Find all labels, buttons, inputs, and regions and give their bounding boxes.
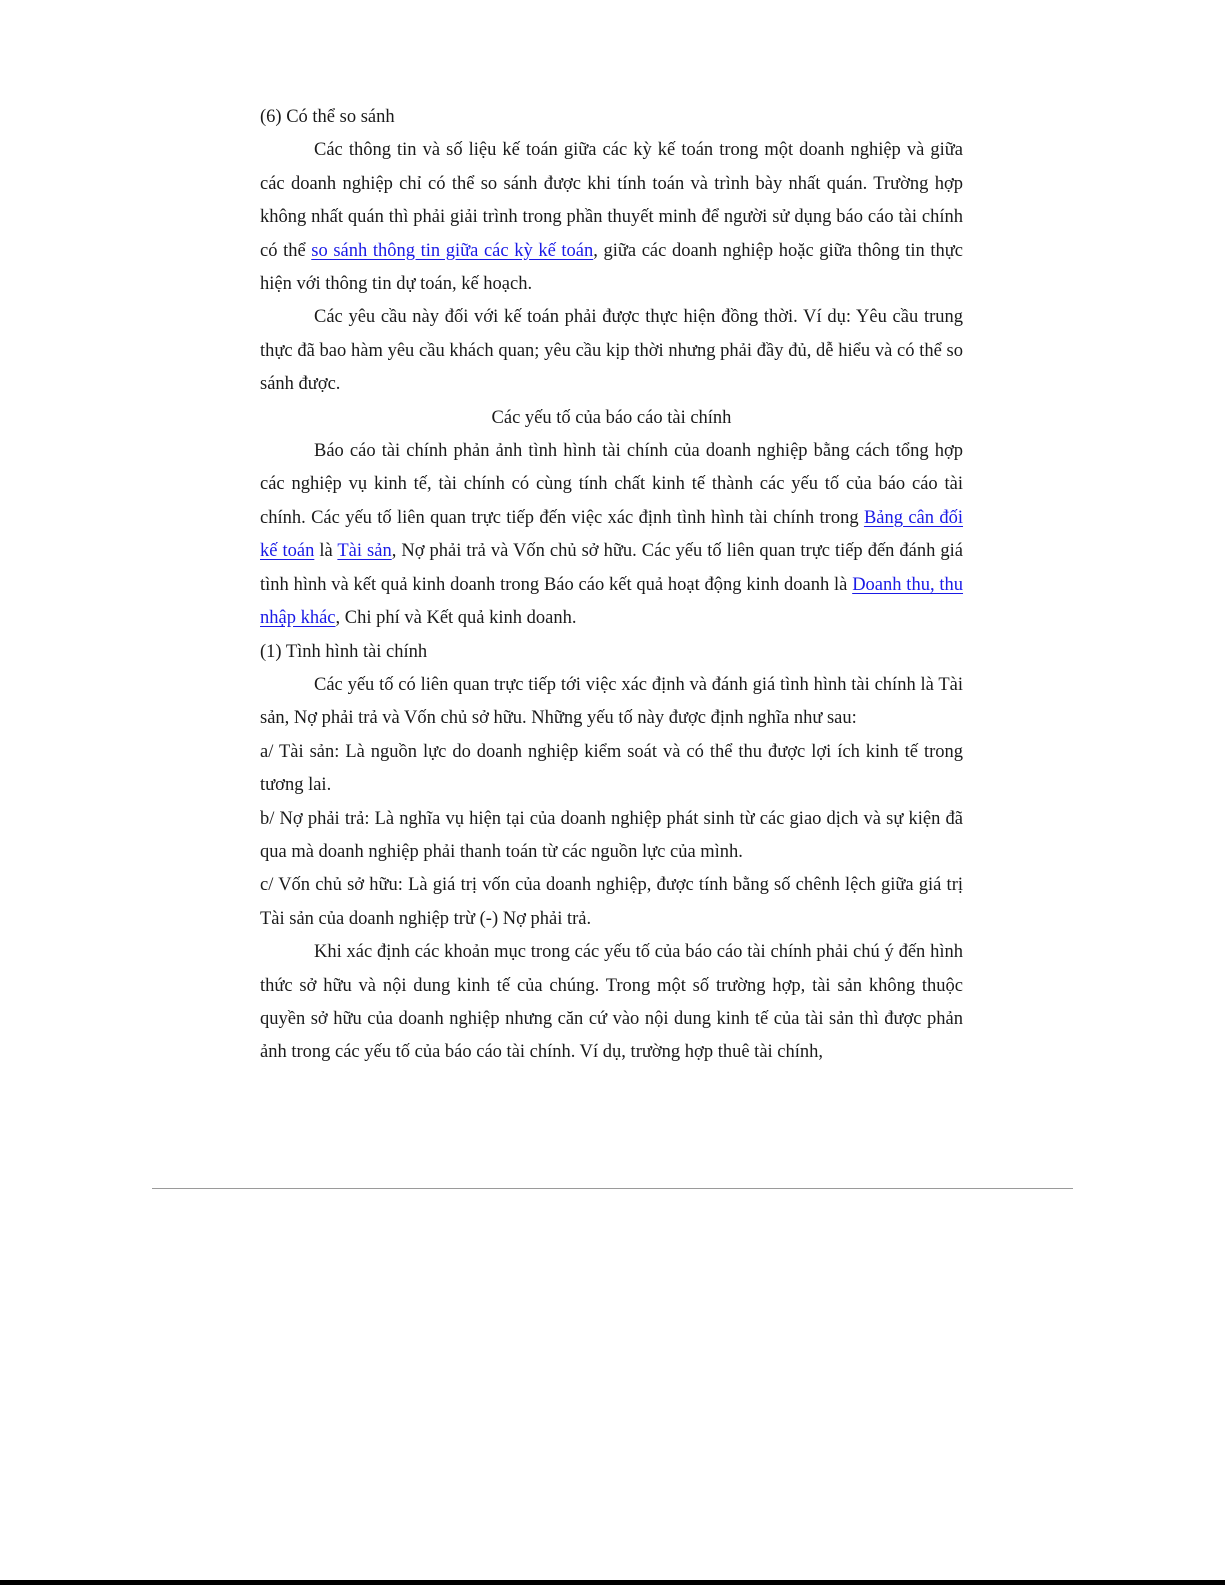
paragraph-elements-text-1: Báo cáo tài chính phản ảnh tình hình tài chính của doanh nghiệp bằng cách tổng hợp các nghiệp vụ kinh tế, tài chính có cùng tính chất kinh tế thành các yếu tố của báo cáo tài chính. Các yếu tố liên quan trực tiếp đến việc xác định tình hình tài chính trong: [260, 441, 963, 528]
section-title: Các yếu tố của báo cáo tài chính: [491, 407, 732, 428]
paragraph-items: Khi xác định các khoản mục trong các yếu tố của báo cáo tài chính phải chú ý đến hình thức sở hữu và nội dung kinh tế của chúng. Trong một số trường hợp, tài sản không thuộc quyền sở hữu của doanh nghiệp nhưng căn cứ vào nội dung kinh tế của tài sản thì được phản ảnh trong các yếu tố của báo cáo tài chính. Ví dụ, trường hợp thuê tài chính,: [260, 942, 963, 1063]
heading-comparable: (6) Có thể so sánh: [260, 107, 395, 127]
paragraph-elements-text-3: , Nợ phải trả và Vốn chủ sở hữu. Các yếu tố liên quan trực tiếp đến đánh giá tình hình và kết quả kinh doanh trong Báo cáo kết quả hoạt động kinh doanh là: [260, 541, 963, 595]
document-body: [260, 101, 963, 1070]
paragraph-comparable: [260, 134, 963, 301]
page-divider: [152, 1188, 1073, 1189]
paragraph-comparable-text-2: , giữa các doanh nghiệp hoặc giữa thông tin thực hiện với thông tin dự toán, kế hoạch.: [260, 240, 964, 295]
definition-liabilities: b/ Nợ phải trả: Là nghĩa vụ hiện tại của doanh nghiệp phát sinh từ các giao dịch và sự kiện đã qua mà doanh nghiệp phải thanh toán từ các nguồn lực của mình.: [260, 808, 963, 862]
paragraph-requirements: Các yêu cầu này đối với kế toán phải được thực hiện đồng thời. Ví dụ: Yêu cầu trung thực đã bao hàm yêu cầu khách quan; yêu cầu kịp thời nhưng phải đầy đủ, dễ hiểu và có thể so sánh được.: [260, 307, 963, 395]
bottom-edge-bar: [0, 1580, 1225, 1585]
paragraph-elements-text-4: , Chi phí và Kết quả kinh doanh.: [335, 608, 577, 629]
paragraph-elements: [260, 435, 963, 635]
definition-equity: c/ Vốn chủ sở hữu: Là giá trị vốn của doanh nghiệp, được tính bằng số chênh lệch giữa giá trị Tài sản của doanh nghiệp trừ (-) Nợ phải trả.: [260, 875, 963, 929]
link-revenue-other-income[interactable]: Doanh thu, thu nhập khác: [260, 574, 964, 629]
definition-assets: a/ Tài sản: Là nguồn lực do doanh nghiệp kiểm soát và có thể thu được lợi ích kinh tế trong tương lai.: [260, 741, 963, 796]
link-compare-periods[interactable]: so sánh thông tin giữa các kỳ kế toán: [311, 240, 594, 261]
link-balance-sheet[interactable]: Bảng cân đối kế toán: [260, 507, 964, 562]
paragraph-comparable-text-1: Các thông tin và số liệu kế toán giữa các kỳ kế toán trong một doanh nghiệp và giữa các doanh nghiệp chỉ có thể so sánh được khi tính toán và trình bày nhất quán. Trường hợp không nhất quán thì phải giải trình trong phần thuyết minh để người sử dụng báo cáo tài chính có thể: [260, 140, 963, 261]
link-assets[interactable]: Tài sản: [337, 541, 392, 562]
heading-financial-position: (1) Tình hình tài chính: [260, 641, 428, 662]
paragraph-elements-text-2: là: [314, 541, 338, 562]
paragraph-financial-position: Các yếu tố có liên quan trực tiếp tới việc xác định và đánh giá tình hình tài chính là Tài sản, Nợ phải trả và Vốn chủ sở hữu. Những yếu tố này được định nghĩa như sau:: [260, 674, 963, 729]
